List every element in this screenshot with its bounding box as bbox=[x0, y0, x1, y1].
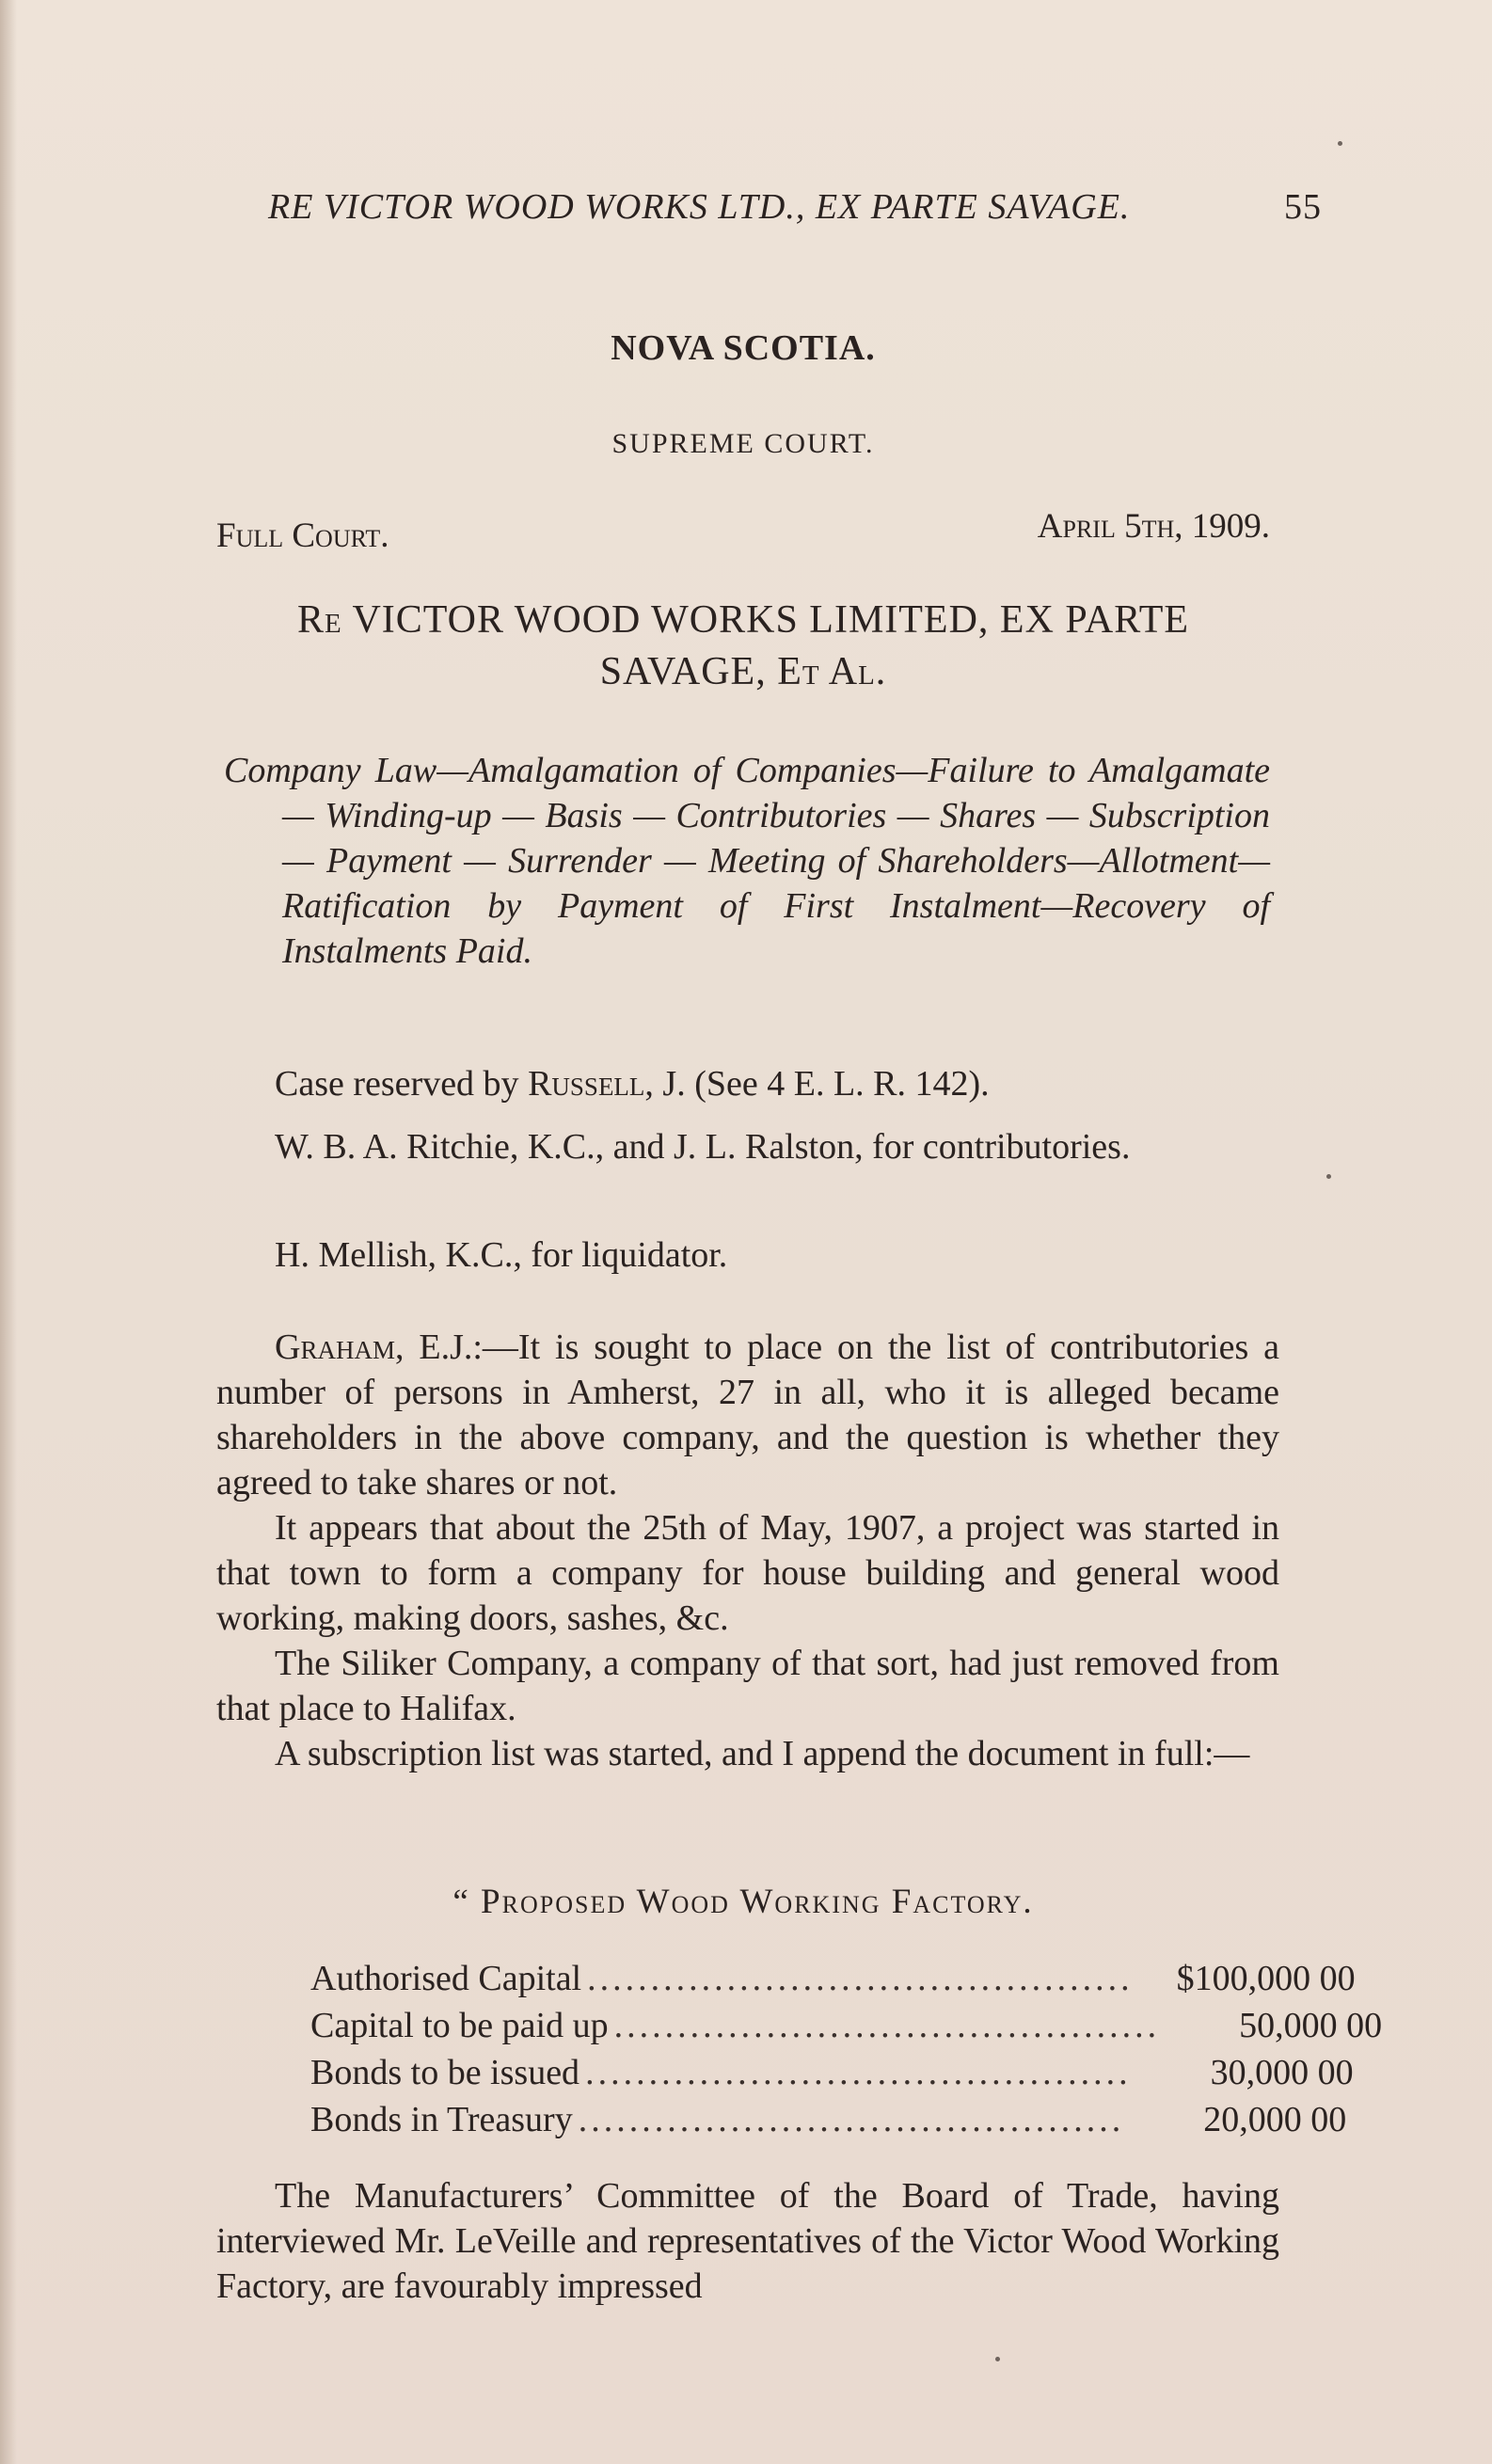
case-reserved-before: Case reserved by bbox=[275, 1064, 519, 1104]
document-heading: “ Proposed Wood Working Factory. bbox=[452, 1883, 1034, 1921]
case-title bbox=[216, 595, 1270, 697]
running-head-title: RE VICTOR WOOD WORKS LTD., EX PARTE SAVAGE. bbox=[268, 187, 1131, 227]
case-title-line1: VICTOR WOOD WORKS LIMITED, EX PARTE bbox=[352, 598, 1190, 642]
jurisdiction-heading: NOVA SCOTIA. bbox=[611, 328, 876, 368]
case-reserved-paragraph bbox=[216, 1061, 1279, 1106]
headnote bbox=[224, 748, 1270, 974]
leader-dots: ........................................... bbox=[578, 2100, 1125, 2139]
judgment-para-2: It appears that about the 25th of May, 1907, a project was started in that town to form a company for house building and general wood working, making doors, sashes, &c. bbox=[216, 1508, 1279, 1638]
counsel-liquidator-paragraph bbox=[216, 1232, 1279, 1278]
judgment-para-1 bbox=[216, 1325, 1279, 1505]
running-head bbox=[268, 186, 1322, 228]
committee-text: The Manufacturers’ Committee of the Board of Trade, having interviewed Mr. LeVeille and representatives of the Victor Wood Working Factory, are favourably impressed bbox=[216, 2176, 1279, 2306]
print-speck bbox=[1338, 141, 1342, 146]
counsel-contributories-paragraph bbox=[216, 1124, 1279, 1169]
capital-row-label: Bonds in Treasury bbox=[310, 2100, 573, 2139]
capital-table bbox=[310, 1955, 1383, 2143]
capital-row bbox=[310, 2096, 1347, 2143]
capital-row-value: 30,000 00 bbox=[1210, 2053, 1354, 2092]
case-title-line2a: SAVAGE, bbox=[599, 649, 767, 693]
leader-dots: ........................................... bbox=[587, 1959, 1134, 1998]
capital-row bbox=[310, 2002, 1383, 2049]
capital-row-label: Capital to be paid up bbox=[310, 2006, 609, 2045]
leader-dots: ........................................... bbox=[585, 2053, 1132, 2092]
print-speck bbox=[995, 2357, 1000, 2361]
committee-paragraph bbox=[216, 2173, 1279, 2309]
judgment-para-4: A subscription list was started, and I append the document in full:— bbox=[275, 1734, 1250, 1773]
capital-row-label: Bonds to be issued bbox=[310, 2053, 580, 2092]
case-title-line2b: Et Al. bbox=[777, 649, 887, 693]
page-number: 55 bbox=[1284, 187, 1322, 227]
bench-label: Full Court. bbox=[216, 517, 389, 555]
print-speck bbox=[1326, 1174, 1331, 1179]
judgment-judge: Graham bbox=[275, 1327, 395, 1367]
capital-row-label: Authorised Capital bbox=[310, 1959, 582, 1998]
case-reserved-judge: Russell bbox=[528, 1064, 645, 1104]
capital-row-value: 50,000 00 bbox=[1239, 2006, 1383, 2045]
counsel-contributories: W. B. A. Ritchie, K.C., and J. L. Ralston, for contributories. bbox=[275, 1127, 1131, 1167]
court-heading: SUPREME COURT. bbox=[611, 428, 875, 459]
page-edge-shadow bbox=[0, 0, 17, 2464]
decision-date: April 5th, 1909. bbox=[1037, 507, 1270, 546]
case-title-prefix: Re bbox=[296, 598, 342, 642]
headnote-text: Company Law—Amalgamation of Companies—Failure to Amalgamate — Winding-up — Basis — Contributories — Shares — Subscription — Payment — Surrender — Meeting of Shareholders—Allotment—Ratification by Payment of First Instalment—Recovery of Instalments Paid. bbox=[224, 751, 1270, 971]
bench-date-line bbox=[216, 507, 1270, 556]
counsel-liquidator: H. Mellish, K.C., for liquidator. bbox=[275, 1235, 728, 1275]
capital-row bbox=[310, 2049, 1354, 2096]
leader-dots: ........................................... bbox=[613, 2006, 1161, 2045]
capital-row-value: $100,000 00 bbox=[1176, 1959, 1356, 1998]
case-reserved-after: , J. (See 4 E. L. R. 142). bbox=[644, 1064, 990, 1104]
capital-row bbox=[310, 1955, 1356, 2002]
judgment-para1-text: , E.J.:—It is sought to place on the list of contributories a number of persons in Amherst, 27 in all, who it is alleged became shareholders in the above company, and the question is whether they agreed to take shares or not. bbox=[216, 1327, 1279, 1502]
judgment-body bbox=[216, 1325, 1279, 1776]
judgment-para-3: The Siliker Company, a company of that sort, had just removed from that place to Halifax. bbox=[216, 1644, 1279, 1728]
capital-row-value: 20,000 00 bbox=[1203, 2100, 1347, 2139]
